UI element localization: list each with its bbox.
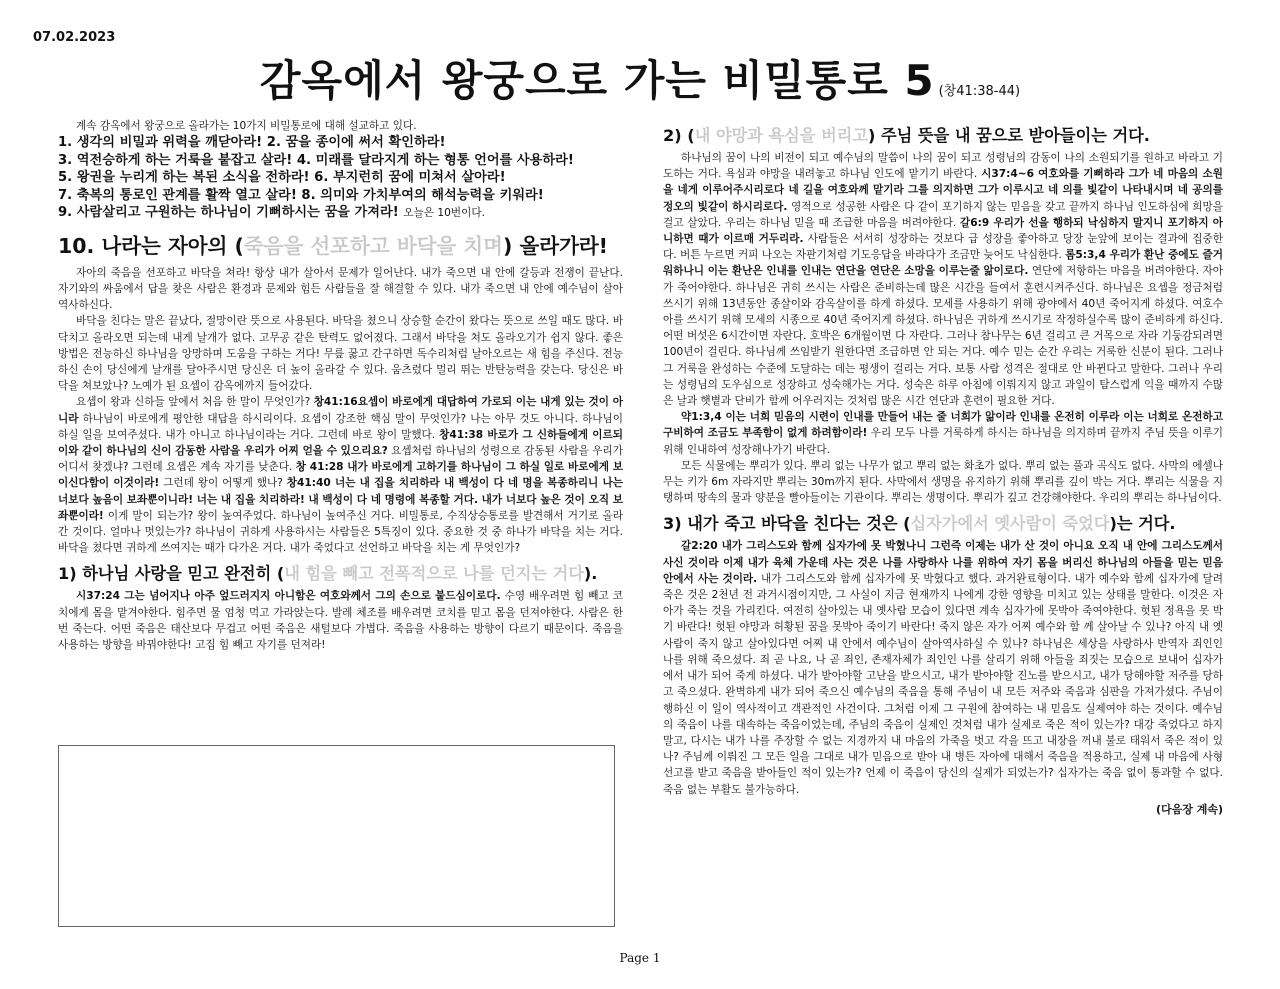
paragraph: 바닥을 친다는 말은 끝났다, 절망이란 뜻으로 사용된다. 바닥을 쳤으니 상승할 순간이 왔다는 뜻으로 쓰일 때도 많다. 바닥치고 올라오면 되는데 내게 날개가 없다. 고무공 같은 탄력도 없어졌다. 그래서 바닥을 쳐도 올라오기가 쉽지 않다. 좋은 방법은 전능하신 하나님을 앙망하며 도움을 구하는 거다! 무릎 꿇고 간구하면 독수리처럼 날아오르는 새 힘을 주신다. 전능하신 손이 당신에게 날개를 달아주시면 당신은 더 높이 올라갈 수 있다. 움츠렸다 멀리 뛰는 반탄능력을 갖는다. 당신은 바닥을 쳐보았나? 노예가 된 요셉이 감옥에까지 들어갔다. [58,315,623,393]
paragraph: 자아의 죽음을 선포하고 바닥을 쳐라! 항상 내가 살아서 문제가 일어난다. 내가 죽으면 내 안에 갈등과 전쟁이 끝난다. 자기와의 싸움에서 답을 찾은 사람은 환경과 문제와 힘든 사람들을 잘 해결할 수 있다. 내가 죽으면 내 안에 예수님이 살아 역사하신다. [58,266,623,312]
point-1-heading: 1) 하나님 사랑을 믿고 완전히 (내 힘을 빼고 전폭적으로 나를 던지는 거다). [58,564,598,584]
section-10-heading: 10. 나라는 자아의 (죽음을 선포하고 바닥을 치며) 올라가라! [58,233,609,258]
title-main: 감옥에서 왕궁으로 가는 비밀통로 5 [259,56,935,105]
paragraph: 모든 식물에는 뿌리가 있다. 뿌리 없는 나무가 없고 뿌리 없는 화초가 없다. 뿌리 없는 풀과 곡식도 없다. 사막의 에셀나무는 키가 6m 자라지만 뿌리는 30m까지 된다. 사막에서 생명을 유지하기 위해 뿌리를 깊이 박는 거다. 뿌리는 식물을 지탱하며 땅속의 물과 양분을 빨아들이는 기관이다. 뿌리는 생명이다. 뿌리가 깊고 건강해야한다. 우리의 뿌리는 하나님이다. [663,459,1223,505]
list-tail: 오늘은 10번이다. [403,207,485,220]
left-column [58,118,623,653]
continued-note: (다음장 계속) [1155,802,1223,816]
title-reference: (창41:38-44) [938,84,1021,99]
point-3-heading: 3) 내가 죽고 바닥을 친다는 것은 (십자가에서 옛사람이 죽었다)는 거다. [663,514,1176,534]
paragraph: 하나님의 꿈이 나의 비전이 되고 예수님의 말씀이 나의 꿈이 되고 성령님의 감동이 나의 소원되기를 원하고 바라고 기도하는 거다. 욕심과 야망을 내려놓고 하나님 인도에 맡기기 바란다. 시37:4~6 여호와를 기뻐하라 그가 네 마음의 소원을 네게 이루어주시리로다 네 길을 여호와께 맡기라 그를 의지하면 그가 이루시고 네 의를 빛같이 나타내시며 네 공의를 정오의 빛같이 하시리로다. 영적으로 성공한 사람은 다 같이 포기하지 않는 믿음을 갖고 끝까지 하나님 인도하심에 희망을 걸고 살았다. 우리는 하나님 믿을 때 조급한 마음을 버려야한다. 갈6:9 우리가 선을 행하되 낙심하지 말지니 포기하지 아니하면 때가 이르매 거두리라. 사람들은 서서히 성장하는 것보다 급 성장을 좋아하고 당장 눈앞에 보이는 결과에 집중한다. 버튼 누르면 커피 나오는 자판기처럼 기도응답을 바라다가 조금만 늦어도 낙심한다. 롬5:3,4 우리가 환난 중에도 즐거워하나니 이는 환난은 인내를 인내는 연단을 연단은 소망을 이루는줄 앎이로다. 연단에 저항하는 마음을 버려야한다. 자아가 죽어야한다. 하나님은 귀히 쓰시는 사람은 준비하는데 많은 시간을 들여서 훈련시켜주신다. 하나님은 요셉을 정금처럼 쓰시기 위해 13년동안 종살이와 감옥살이를 하게 하셨다. 모세를 사용하기 위해 광야에서 40년 죽어지게 하셨다. 여호수아를 쓰시기 위해 모세의 시종으로 40년 죽어지게 하셨다. 하나님은 귀하게 쓰시기로 작정하실수록 많이 준비하게 하신다. 어떤 버섯은 6시간이면 자란다. 호박은 6개월이면 다 자란다. 그러나 참나무는 6년 걸리고 큰 거목으로 자라 기둥감되려면 100년이 걸린다. 하나님께 쓰임받기 원한다면 조급하면 안 되는 거다. 예수 믿는 순간 우리는 거룩한 신분이 된다. 그러나 그 거룩을 완성하는 수준에 도달하는 데는 평생이 걸리는 거다. 보통 사람 성격은 절대로 안 바뀐다고 말한다. 그러나 우리는 성령님의 도우심으로 성장하고 성숙해가는 거다. 성숙은 하루 아침에 이뤄지지 않고 과일이 탐스럽게 익을 때까지 수많은 날과 햇볕과 단비가 함께 어우러지는 것처럼 많은 시간 연단과 훈련이 필요한 거다. [663,152,1223,408]
paragraph: 갈2:20 내가 그리스도와 함께 십자가에 못 박혔나니 그런즉 이제는 내가 산 것이 아니요 오직 내 안에 그리스도께서 사신 것이라 이제 내가 육체 가운데 사는 것은 나를 사랑하사 나를 위하여 자기 몸을 버리신 하나님의 아들을 믿는 믿음 안에서 사는 것이라. 내가 그리스도와 함께 십자가에 못 박혔다고 했다. 과거완료형이다. 내가 예수와 함께 십자가에 달려 죽은 것은 2천년 전 과거시점이지만, 그 사실이 지금 현재까지 나에게 강한 영향을 미치고 있는 상태를 말한다. 이것은 자아가 죽는 것을 가리킨다. 여전히 살아있는 내 옛사람 모습이 있다면 계속 십자가에 못박아 죽여야한다. 헛된 정욕을 못 박기 바란다! 헛된 야망과 허황된 꿈을 못박아 죽이기 바란다! 죽지 않은 자가 어찌 예수와 함 께 살아날 수 있나? 아직 내 옛사람이 죽지 않고 살아있다면 어찌 내 안에서 예수님이 살아역사하실 수 있나? 하나님은 세상을 사랑하사 반역자 죄인인 나를 위해 죽으셨다. 죄 곧 나요, 나 곧 죄인, 존재자체가 죄인인 나를 살리기 위해 아들을 죄짓는 모습으로 보내어 십자가에서 내가 되어 죽게 하셨다. 내가 받아야할 고난을 받으시고, 내가 받아야할 진노를 받으시고, 내가 당해야할 저주를 당하고 죽으셨다. 완벽하게 내가 되어 죽으신 예수님의 죽음을 통해 주님이 내 모든 저주와 죽음과 심판을 가져가셨다. 주님이 행하신 이 일이 역사적이고 객관적인 사건이다. 그처럼 이제 그 구원에 참여하는 내 믿음도 실제여야 하는 것이다. 예수님의 죽음이 나를 대속하는 죽음이었는데, 주님의 죽음이 실제인 것처럼 내가 실제로 죽은 적이 있는가? 대강 죽었다고 하지 말고, 다시는 내가 나를 주장할 수 없는 지경까지 내 마음의 가죽을 벗고 각을 뜨고 내장을 꺼내 불로 태워서 죽은 적이 있나? 주님께 이뤄진 그 모든 일을 그대로 내가 믿음으로 받아 내 병든 자아에 대해서 죽음을 적용하고, 실제 내 마음에 사형선고를 받고 죽음을 받아들인 적이 있는가? 언제 이 죽음이 당신의 실제가 되었는가? 십자가는 죽음 없이 통과할 수 없다. 죽음 없는 부활도 불가능하다. [663,540,1223,796]
intro-text: 계속 감옥에서 왕궁으로 올라가는 10가지 비밀통로에 대해 설교하고 있다. [76,120,417,132]
list-item: 9. 사람살리고 구원하는 하나님이 기뻐하시는 꿈을 가져라! 오늘은 10번이다. [58,205,485,221]
page-number: Page 1 [619,951,661,965]
page-title [0,48,1280,108]
list-item: 1. 생각의 비밀과 위력을 깨닫아라! 2. 꿈을 종이에 써서 확인하라! [58,135,446,151]
paragraph: 약1:3,4 이는 너희 믿음의 시련이 인내를 만들어 내는 줄 너희가 앎이라 인내를 온전히 이루라 이는 너희로 온전하고 구비하여 조금도 부족함이 없게 하려함이라! 우리 모두 나를 거룩하게 하시는 하나님을 의지하며 끝까지 주님 뜻을 이루기 위해 인내하여 성장해나가기 바란다. [663,411,1223,456]
point-2-heading: 2) (내 야망과 욕심을 버리고) 주님 뜻을 내 꿈으로 받아들이는 거다. [663,126,1150,145]
list-item: 3. 역전승하게 하는 거룩을 붙잡고 살라! 4. 미래를 달라지게 하는 형통 언어를 사용하라! [58,152,574,168]
right-column [663,118,1223,817]
secret-list [58,134,623,223]
date-label: 07.02.2023 [33,30,116,45]
paragraph: 요셉이 왕과 신하들 앞에서 처음 한 말이 무엇인가? 창41:16요셉이 바로에게 대답하여 가로되 이는 내게 있는 것이 아니라 하나님이 바로에게 평안한 대답을 하시리이다. 요셉이 강조한 핵심 말이 무엇인가? 나는 아무 것도 아니다. 하나님이 하실 일을 보여주셨다. 내가 아니고 하나님이라는 거다. 그런데 바로 왕이 말했다. 창41:38 바로가 그 신하들에게 이르되 이와 같이 하나님의 신이 감동한 사람을 우리가 어찌 얻을 수 있으리요? 요셉처럼 하나님의 성령으로 감동된 사람을 우리가 어디서 찾겠냐? 그런데 요셉은 계속 자기를 낮춘다. 창 41:28 내가 바로에게 고하기를 하나님이 그 하실 일로 바로에게 보이신다함이 이것이라! 그런데 왕이 어떻게 했나? 창41:40 너는 내 집을 치리하라 내 백성이 다 네 명을 복종하리니 나는 너보다 높음이 보좌뿐이니라! 너는 내 집을 치리하라! 내 백성이 다 네 명령에 복종할 거다. 내가 너보다 높은 것이 오직 보좌뿐이라! 이게 말이 되는가? 왕이 높여주었다. 하나님이 높여주신 거다. 비밀통로, 수직상승통로를 발견해서 거기로 올라간 것이다. 얼마나 멋있는가? 하나님이 귀하게 사용하시는 사람들은 5특징이 있다. 중요한 것 중 하나가 바닥을 치는 거다. 바닥을 쳤다면 귀하게 쓰여지는 때가 다가온 거다. 내가 죽었다고 선언하고 바닥을 치는 게 무엇인가? [58,396,623,555]
notes-box [58,745,615,927]
list-item: 7. 축복의 통로인 관계를 활짝 열고 살라! 8. 의미와 가치부여의 해석능력을 키워라! [58,187,544,203]
paragraph: 시37:24 그는 넘어지나 아주 엎드러지지 아니함은 여호와께서 그의 손으로 붙드심이로다. 수영 배우려면 힘 빼고 코치에게 몸을 맡겨야한다. 힘주면 물 엄청 먹고 가라앉는다. 발레 체조를 배우려면 코치를 믿고 몸을 던져야한다. 사람은 한번 죽는다. 어떤 죽음은 태산보다 무겁고 어떤 죽음은 새털보다 가볍다. 죽음을 사용하는 방향이 다르기 때문이다. 죽음을 사용하는 방향을 바꿔야한다! 고집 힘 빼고 자기를 던져라! [58,590,623,651]
list-item: 5. 왕권을 누리게 하는 복된 소식을 전하라! 6. 부지런히 꿈에 미쳐서 살아라! [58,170,506,186]
